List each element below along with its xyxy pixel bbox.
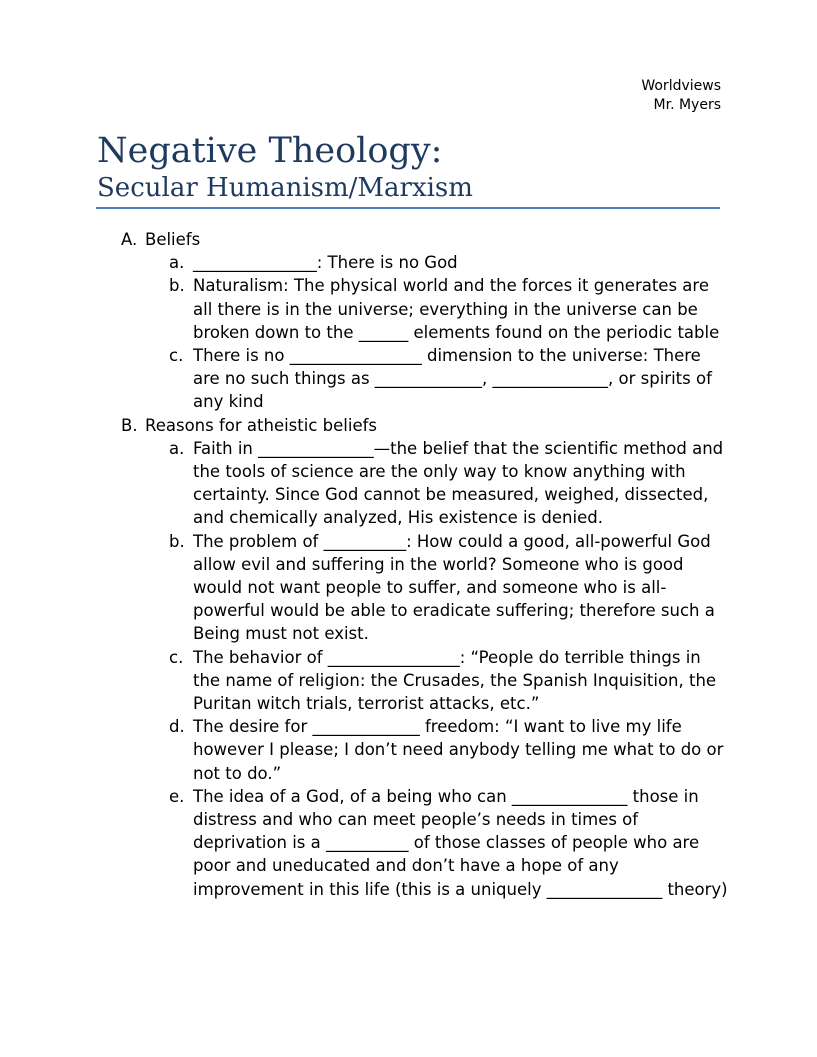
item-marker: a. [169,253,185,273]
title-divider [96,207,720,209]
document-header [641,77,721,115]
section-marker: B. [121,415,138,435]
section-marker: A. [121,230,138,249]
item-marker: a. [169,438,185,458]
list-item [121,251,731,274]
title-main: Negative Theology: [97,131,443,171]
outline [121,228,731,901]
list-item [121,344,731,414]
section-title: Beliefs [145,230,201,249]
section-heading [121,414,731,437]
teacher-name: Mr. Myers [653,97,721,113]
item-list [121,437,731,901]
item-text: There is no ________________ dimension to the universe: There are no such things as _____________, ______________, or spirits of any kind [193,346,712,412]
item-text: Naturalism: The physical world and the forces it generates are all there is in the universe; everything in the universe can be broken down to the ______ elements found on the periodic table [193,276,720,342]
item-text: Faith in ______________—the belief that the scientific method and the tools of science are the only way to know anything with certainty. Since God cannot be measured, weighed, dissected, and chemically analyzed, His existence is denied. [193,438,724,528]
item-text: _______________: There is no God [193,253,458,273]
title-sub: Secular Humanism/Marxism [97,173,473,203]
section-b [121,414,731,901]
item-marker: c. [169,647,184,667]
item-marker: d. [169,717,185,737]
item-text: The problem of __________: How could a good, all-powerful God allow evil and suffering in the world? Someone who is good would not want people to suffer, and someone who is all-powerful would be able to eradicate suffering; therefore such a Being must not exist. [193,531,715,644]
item-marker: b. [169,531,185,551]
item-marker: b. [169,276,185,296]
list-item [121,274,731,344]
item-text: The idea of a God, of a being who can ______________ those in distress and who can meet people’s needs in times of deprivation is a __________ of those classes of people who are poor and uneducated and don’t have a hope of any improvement in this life (this is a uniquely ______________ theory) [193,786,728,899]
list-item [121,530,731,646]
list-item [121,646,731,716]
list-item [121,715,731,785]
list-item [121,437,731,530]
page-title [97,130,473,204]
item-marker: c. [169,346,184,366]
list-item [121,785,731,901]
course-name: Worldviews [641,78,721,94]
section-heading [121,228,731,251]
section-title: Reasons for atheistic beliefs [145,415,377,435]
item-text: The behavior of ________________: “People do terrible things in the name of religion: the Crusades, the Spanish Inquisition, the Puritan witch trials, terrorist attacks, etc.” [193,647,717,714]
item-list [121,251,731,413]
item-text: The desire for _____________ freedom: “I want to live my life however I please; I don’t need anybody telling me what to do or not to do.” [193,717,724,783]
item-marker: e. [169,786,185,806]
section-a [121,228,731,414]
